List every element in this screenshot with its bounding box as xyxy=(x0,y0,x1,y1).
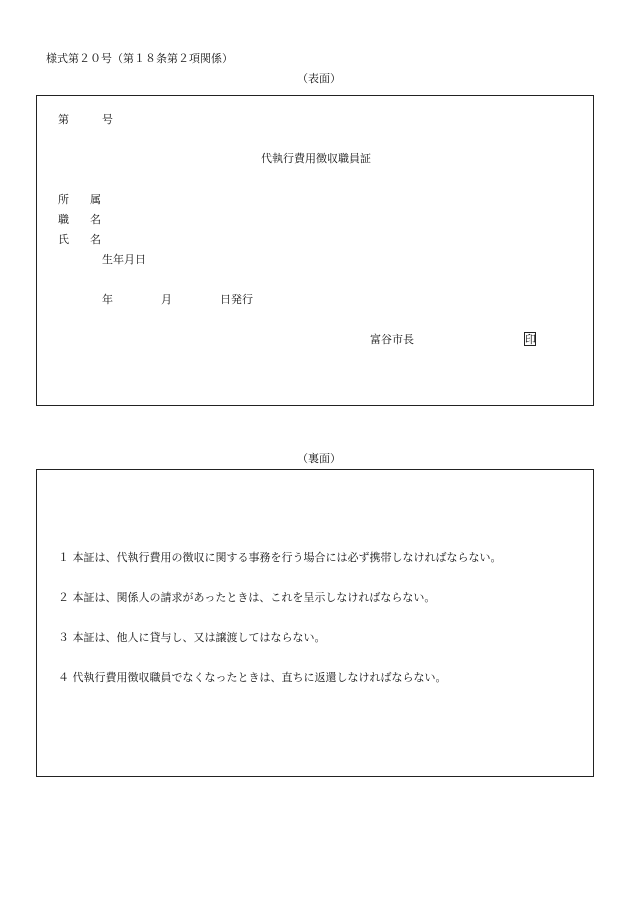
note-item: １ 本証は、代執行費用の徴収に関する事務を行う場合には必ず携帯しなければならない。 xyxy=(58,551,502,564)
seal-mark: 印 xyxy=(525,333,536,346)
form-number: 様式第２０号（第１８条第２項関係） xyxy=(46,52,233,65)
note-item: ４ 代執行費用徴収職員でなくなったときは、直ちに返還しなければならない。 xyxy=(58,671,447,684)
front-card xyxy=(36,95,594,406)
birth-date-label: 生年月日 xyxy=(102,253,146,266)
back-side-label: （裏面） xyxy=(297,452,341,465)
card-title: 代執行費用徴収職員証 xyxy=(261,152,371,165)
issue-year: 年 xyxy=(102,293,113,306)
field-position-c1: 職 xyxy=(58,213,69,226)
number-suffix: 号 xyxy=(102,113,113,126)
field-affiliation-c1: 所 xyxy=(58,193,69,206)
field-position-c2: 名 xyxy=(90,213,101,226)
field-name-c1: 氏 xyxy=(58,233,69,246)
field-name-c2: 名 xyxy=(90,233,101,246)
issue-day: 日発行 xyxy=(220,293,253,306)
number-prefix: 第 xyxy=(58,113,69,126)
note-item: ３ 本証は、他人に貸与し、又は譲渡してはならない。 xyxy=(58,631,326,644)
field-affiliation-c2: 属 xyxy=(90,193,101,206)
issue-month: 月 xyxy=(161,293,172,306)
issuer: 富谷市長 xyxy=(370,333,414,346)
front-side-label: （表面） xyxy=(297,72,341,85)
back-card xyxy=(36,469,594,777)
note-item: ２ 本証は、関係人の請求があったときは、これを呈示しなければならない。 xyxy=(58,591,436,604)
